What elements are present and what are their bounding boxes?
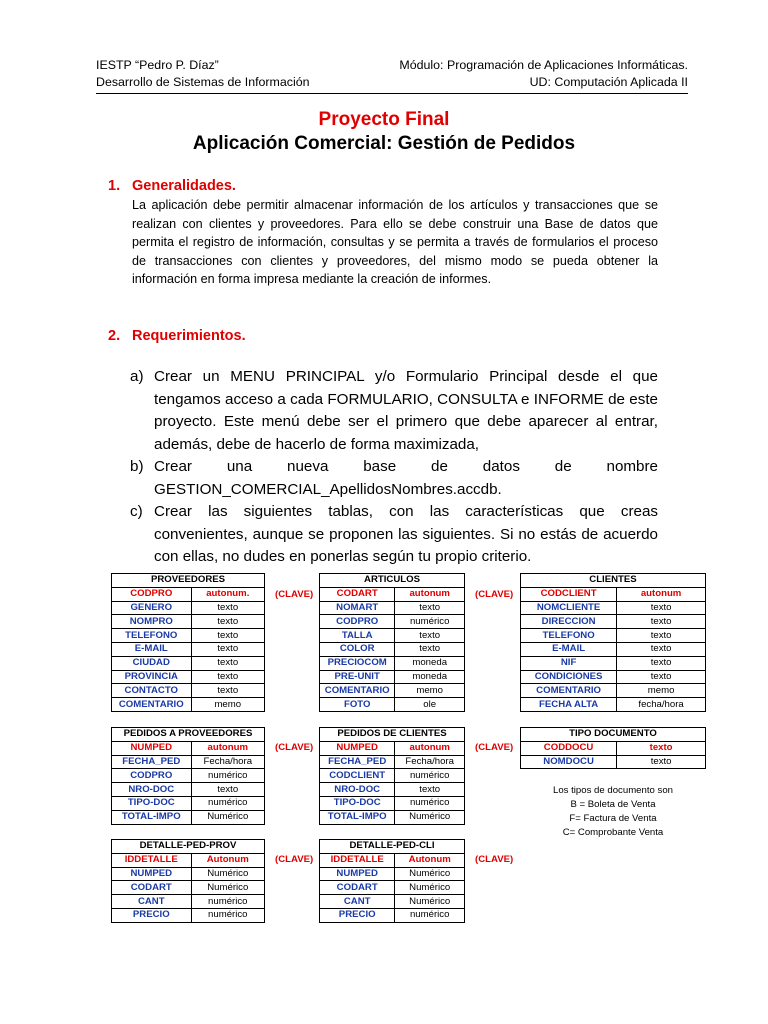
document-subtitle: Aplicación Comercial: Gestión de Pedidos <box>192 133 576 154</box>
table-row <box>112 810 265 824</box>
field-type: Numérico <box>191 881 264 895</box>
field-name: PRECIO <box>320 908 395 922</box>
field-name: CONDICIONES <box>521 670 617 684</box>
field-type: Numérico <box>191 810 264 824</box>
field-name: NRO-DOC <box>112 783 192 797</box>
field-type: autonum <box>617 587 706 601</box>
field-name: TIPO-DOC <box>320 796 395 810</box>
table-row <box>320 853 465 867</box>
clave-label: (CLAVE) <box>475 589 514 600</box>
table-row <box>320 769 465 783</box>
table-title: TIPO DOCUMENTO <box>521 728 706 742</box>
field-name: PRECIOCOM <box>320 656 395 670</box>
table-row <box>521 670 706 684</box>
field-type: texto <box>191 783 264 797</box>
header-divider <box>96 93 688 94</box>
table-header-row <box>112 840 265 854</box>
table-row <box>320 881 465 895</box>
field-type: numérico <box>395 908 465 922</box>
clave-label: (CLAVE) <box>275 589 314 600</box>
field-type: texto <box>395 601 465 615</box>
generalidades-paragraph: La aplicación debe permitir almacenar información de los artículos y transacciones que se realizan con clientes y proveedores. Para ello se debe construir una Base de datos que permita el registro de información, consultas y se permita a través de formularios el proceso de transacciones con clientes y proveedores, del mismo modo se pueda obtener la información en forma impresa mediante la creación de informes. <box>132 198 658 286</box>
field-type: Numérico <box>395 810 465 824</box>
table-detalle-ped-prov <box>111 839 265 923</box>
field-name: GENERO <box>112 601 192 615</box>
field-name: CANT <box>320 895 395 909</box>
field-name: CODART <box>320 881 395 895</box>
field-name: COMENTARIO <box>112 698 192 712</box>
field-name: COMENTARIO <box>320 684 395 698</box>
field-type: numérico <box>191 908 264 922</box>
table-row <box>112 698 265 712</box>
title-block <box>0 108 768 156</box>
table-row <box>521 601 706 615</box>
table-row <box>320 656 465 670</box>
table-row <box>112 908 265 922</box>
field-type: texto <box>191 684 264 698</box>
field-name: DIRECCION <box>521 615 617 629</box>
field-type: texto <box>617 741 706 755</box>
field-name: CODART <box>112 881 192 895</box>
field-type: texto <box>191 601 264 615</box>
table-row <box>320 755 465 769</box>
field-type: texto <box>395 629 465 643</box>
table-title: DETALLE-PED-CLI <box>320 840 465 854</box>
section-heading-requerimientos: 2. Requerimientos. <box>108 328 246 344</box>
field-name: TELEFONO <box>521 629 617 643</box>
table-row <box>521 615 706 629</box>
table-row <box>112 895 265 909</box>
field-type: texto <box>191 642 264 656</box>
field-name: CANT <box>112 895 192 909</box>
table-row <box>112 629 265 643</box>
table-row <box>320 810 465 824</box>
field-name: NOMDOCU <box>521 755 617 769</box>
field-name: PRE-UNIT <box>320 670 395 684</box>
field-type: moneda <box>395 656 465 670</box>
field-name: NUMPED <box>320 741 395 755</box>
table-tipo-documento <box>520 727 706 769</box>
field-name: CODPRO <box>112 769 192 783</box>
field-name: CODCLIENT <box>521 587 617 601</box>
table-row <box>320 908 465 922</box>
field-name: TELEFONO <box>112 629 192 643</box>
table-row <box>112 881 265 895</box>
table-row <box>521 656 706 670</box>
field-name: NUMPED <box>112 867 192 881</box>
field-type: texto <box>617 615 706 629</box>
table-row <box>320 895 465 909</box>
field-type: autonum <box>395 587 465 601</box>
field-name: FECHA_PED <box>112 755 192 769</box>
field-type: Autonum <box>191 853 264 867</box>
field-type: texto <box>617 629 706 643</box>
table-header-row <box>521 728 706 742</box>
field-type: ole <box>395 698 465 712</box>
field-name: TALLA <box>320 629 395 643</box>
page-header <box>96 57 688 91</box>
table-row <box>320 587 465 601</box>
table-row <box>112 587 265 601</box>
table-row <box>521 698 706 712</box>
table-row <box>112 769 265 783</box>
unit-name: UD: Computación Aplicada II <box>529 75 688 89</box>
table-row <box>112 656 265 670</box>
table-row <box>320 670 465 684</box>
field-name: CODART <box>320 587 395 601</box>
field-type: texto <box>395 783 465 797</box>
table-header-row <box>521 574 706 588</box>
table-row <box>112 867 265 881</box>
field-type: memo <box>617 684 706 698</box>
field-type: Numérico <box>395 867 465 881</box>
career-name: Desarrollo de Sistemas de Información <box>96 75 310 89</box>
requirement-item: b) Crear una nueva base de datos de nombre GESTION_COMERCIAL_ApellidosNombres.accdb. <box>130 458 658 498</box>
field-name: NOMART <box>320 601 395 615</box>
field-type: texto <box>617 670 706 684</box>
table-row <box>320 783 465 797</box>
field-type: Autonum <box>395 853 465 867</box>
field-name: IDDETALLE <box>320 853 395 867</box>
field-type: texto <box>617 755 706 769</box>
field-type: memo <box>191 698 264 712</box>
section-heading-generalidades: 1. Generalidades. <box>108 178 236 194</box>
table-row <box>112 741 265 755</box>
doc-types-note: Los tipos de documento son B = Boleta de Venta F= Factura de Venta C= Comprobante Venta <box>552 785 673 838</box>
table-row <box>112 615 265 629</box>
table-header-row <box>320 728 465 742</box>
table-row <box>521 684 706 698</box>
field-type: Fecha/hora <box>395 755 465 769</box>
field-name: FECHA_PED <box>320 755 395 769</box>
field-name: NOMPRO <box>112 615 192 629</box>
field-type: texto <box>191 629 264 643</box>
field-name: NUMPED <box>112 741 192 755</box>
table-row <box>112 783 265 797</box>
module-name: Módulo: Programación de Aplicaciones Informáticas. <box>399 58 688 72</box>
institute-name: IESTP “Pedro P. Díaz” <box>96 58 219 72</box>
table-title: ARTICULOS <box>320 574 465 588</box>
table-header-row <box>112 574 265 588</box>
field-name: FECHA ALTA <box>521 698 617 712</box>
table-row <box>521 741 706 755</box>
field-type: numérico <box>191 769 264 783</box>
field-type: texto <box>617 656 706 670</box>
field-name: TOTAL-IMPO <box>320 810 395 824</box>
table-row <box>112 670 265 684</box>
table-row <box>320 684 465 698</box>
table-row <box>320 601 465 615</box>
table-row <box>521 642 706 656</box>
field-type: texto <box>191 670 264 684</box>
table-title: PROVEEDORES <box>112 574 265 588</box>
table-row <box>112 755 265 769</box>
field-name: NUMPED <box>320 867 395 881</box>
field-type: numérico <box>191 796 264 810</box>
field-type: numérico <box>395 796 465 810</box>
requirement-item: c) Crear las siguientes tablas, con las características que creas convenientes, aunque se proponen las siguientes. Si no estás de acuerdo con ellas, no dudes en ponerlas según tu propio criterio. <box>130 503 658 565</box>
table-articulos <box>319 573 465 712</box>
field-type: texto <box>191 615 264 629</box>
requirement-item: a) Crear un MENU PRINCIPAL y/o Formulario Principal desde el que tengamos acceso a cada FORMULARIO, CONSULTA e INFORME de este proyecto. Este menú debe ser el primero que debe aparecer al entrar, además, debe de hacerlo de forma maximizada, <box>130 368 658 453</box>
field-name: CODDOCU <box>521 741 617 755</box>
field-type: moneda <box>395 670 465 684</box>
table-title: PEDIDOS DE CLIENTES <box>320 728 465 742</box>
field-name: COLOR <box>320 642 395 656</box>
clave-label: (CLAVE) <box>475 742 514 753</box>
table-title: CLIENTES <box>521 574 706 588</box>
field-name: TOTAL-IMPO <box>112 810 192 824</box>
table-row <box>112 796 265 810</box>
table-proveedores <box>111 573 265 712</box>
field-name: E-MAIL <box>521 642 617 656</box>
field-type: Numérico <box>191 867 264 881</box>
field-name: NRO-DOC <box>320 783 395 797</box>
table-row <box>112 853 265 867</box>
document-title: Proyecto Final <box>318 109 450 130</box>
field-type: numérico <box>191 895 264 909</box>
field-type: memo <box>395 684 465 698</box>
field-type: Numérico <box>395 895 465 909</box>
field-name: IDDETALLE <box>112 853 192 867</box>
table-row <box>320 867 465 881</box>
clave-label: (CLAVE) <box>275 742 314 753</box>
field-name: FOTO <box>320 698 395 712</box>
table-row <box>112 601 265 615</box>
field-type: numérico <box>395 615 465 629</box>
table-row <box>320 629 465 643</box>
table-pedidos-proveedores <box>111 727 265 825</box>
table-row <box>112 684 265 698</box>
field-type: autonum <box>191 741 264 755</box>
table-title: PEDIDOS A PROVEEDORES <box>112 728 265 742</box>
table-header-row <box>320 574 465 588</box>
table-row <box>521 755 706 769</box>
field-type: autonum <box>395 741 465 755</box>
table-row <box>320 741 465 755</box>
clave-label: (CLAVE) <box>475 854 514 865</box>
field-type: Fecha/hora <box>191 755 264 769</box>
field-name: CONTACTO <box>112 684 192 698</box>
table-row <box>320 796 465 810</box>
table-header-row <box>112 728 265 742</box>
table-row <box>521 587 706 601</box>
field-type: fecha/hora <box>617 698 706 712</box>
table-row <box>521 629 706 643</box>
field-name: E-MAIL <box>112 642 192 656</box>
field-name: NIF <box>521 656 617 670</box>
field-type: texto <box>617 601 706 615</box>
field-name: TIPO-DOC <box>112 796 192 810</box>
field-type: autonum. <box>191 587 264 601</box>
field-type: texto <box>191 656 264 670</box>
field-name: CODPRO <box>112 587 192 601</box>
field-name: NOMCLIENTE <box>521 601 617 615</box>
requirements-list <box>130 366 658 569</box>
table-header-row <box>320 840 465 854</box>
field-type: Numérico <box>395 881 465 895</box>
field-name: PROVINCIA <box>112 670 192 684</box>
field-type: texto <box>617 642 706 656</box>
field-name: CODCLIENT <box>320 769 395 783</box>
field-name: COMENTARIO <box>521 684 617 698</box>
table-row <box>320 615 465 629</box>
table-title: DETALLE-PED-PROV <box>112 840 265 854</box>
table-pedidos-clientes <box>319 727 465 825</box>
table-row <box>320 642 465 656</box>
table-clientes <box>520 573 706 712</box>
field-name: PRECIO <box>112 908 192 922</box>
field-name: CODPRO <box>320 615 395 629</box>
field-type: texto <box>395 642 465 656</box>
table-detalle-ped-cli <box>319 839 465 923</box>
clave-label: (CLAVE) <box>275 854 314 865</box>
field-name: CIUDAD <box>112 656 192 670</box>
table-row <box>320 698 465 712</box>
field-type: numérico <box>395 769 465 783</box>
table-row <box>112 642 265 656</box>
